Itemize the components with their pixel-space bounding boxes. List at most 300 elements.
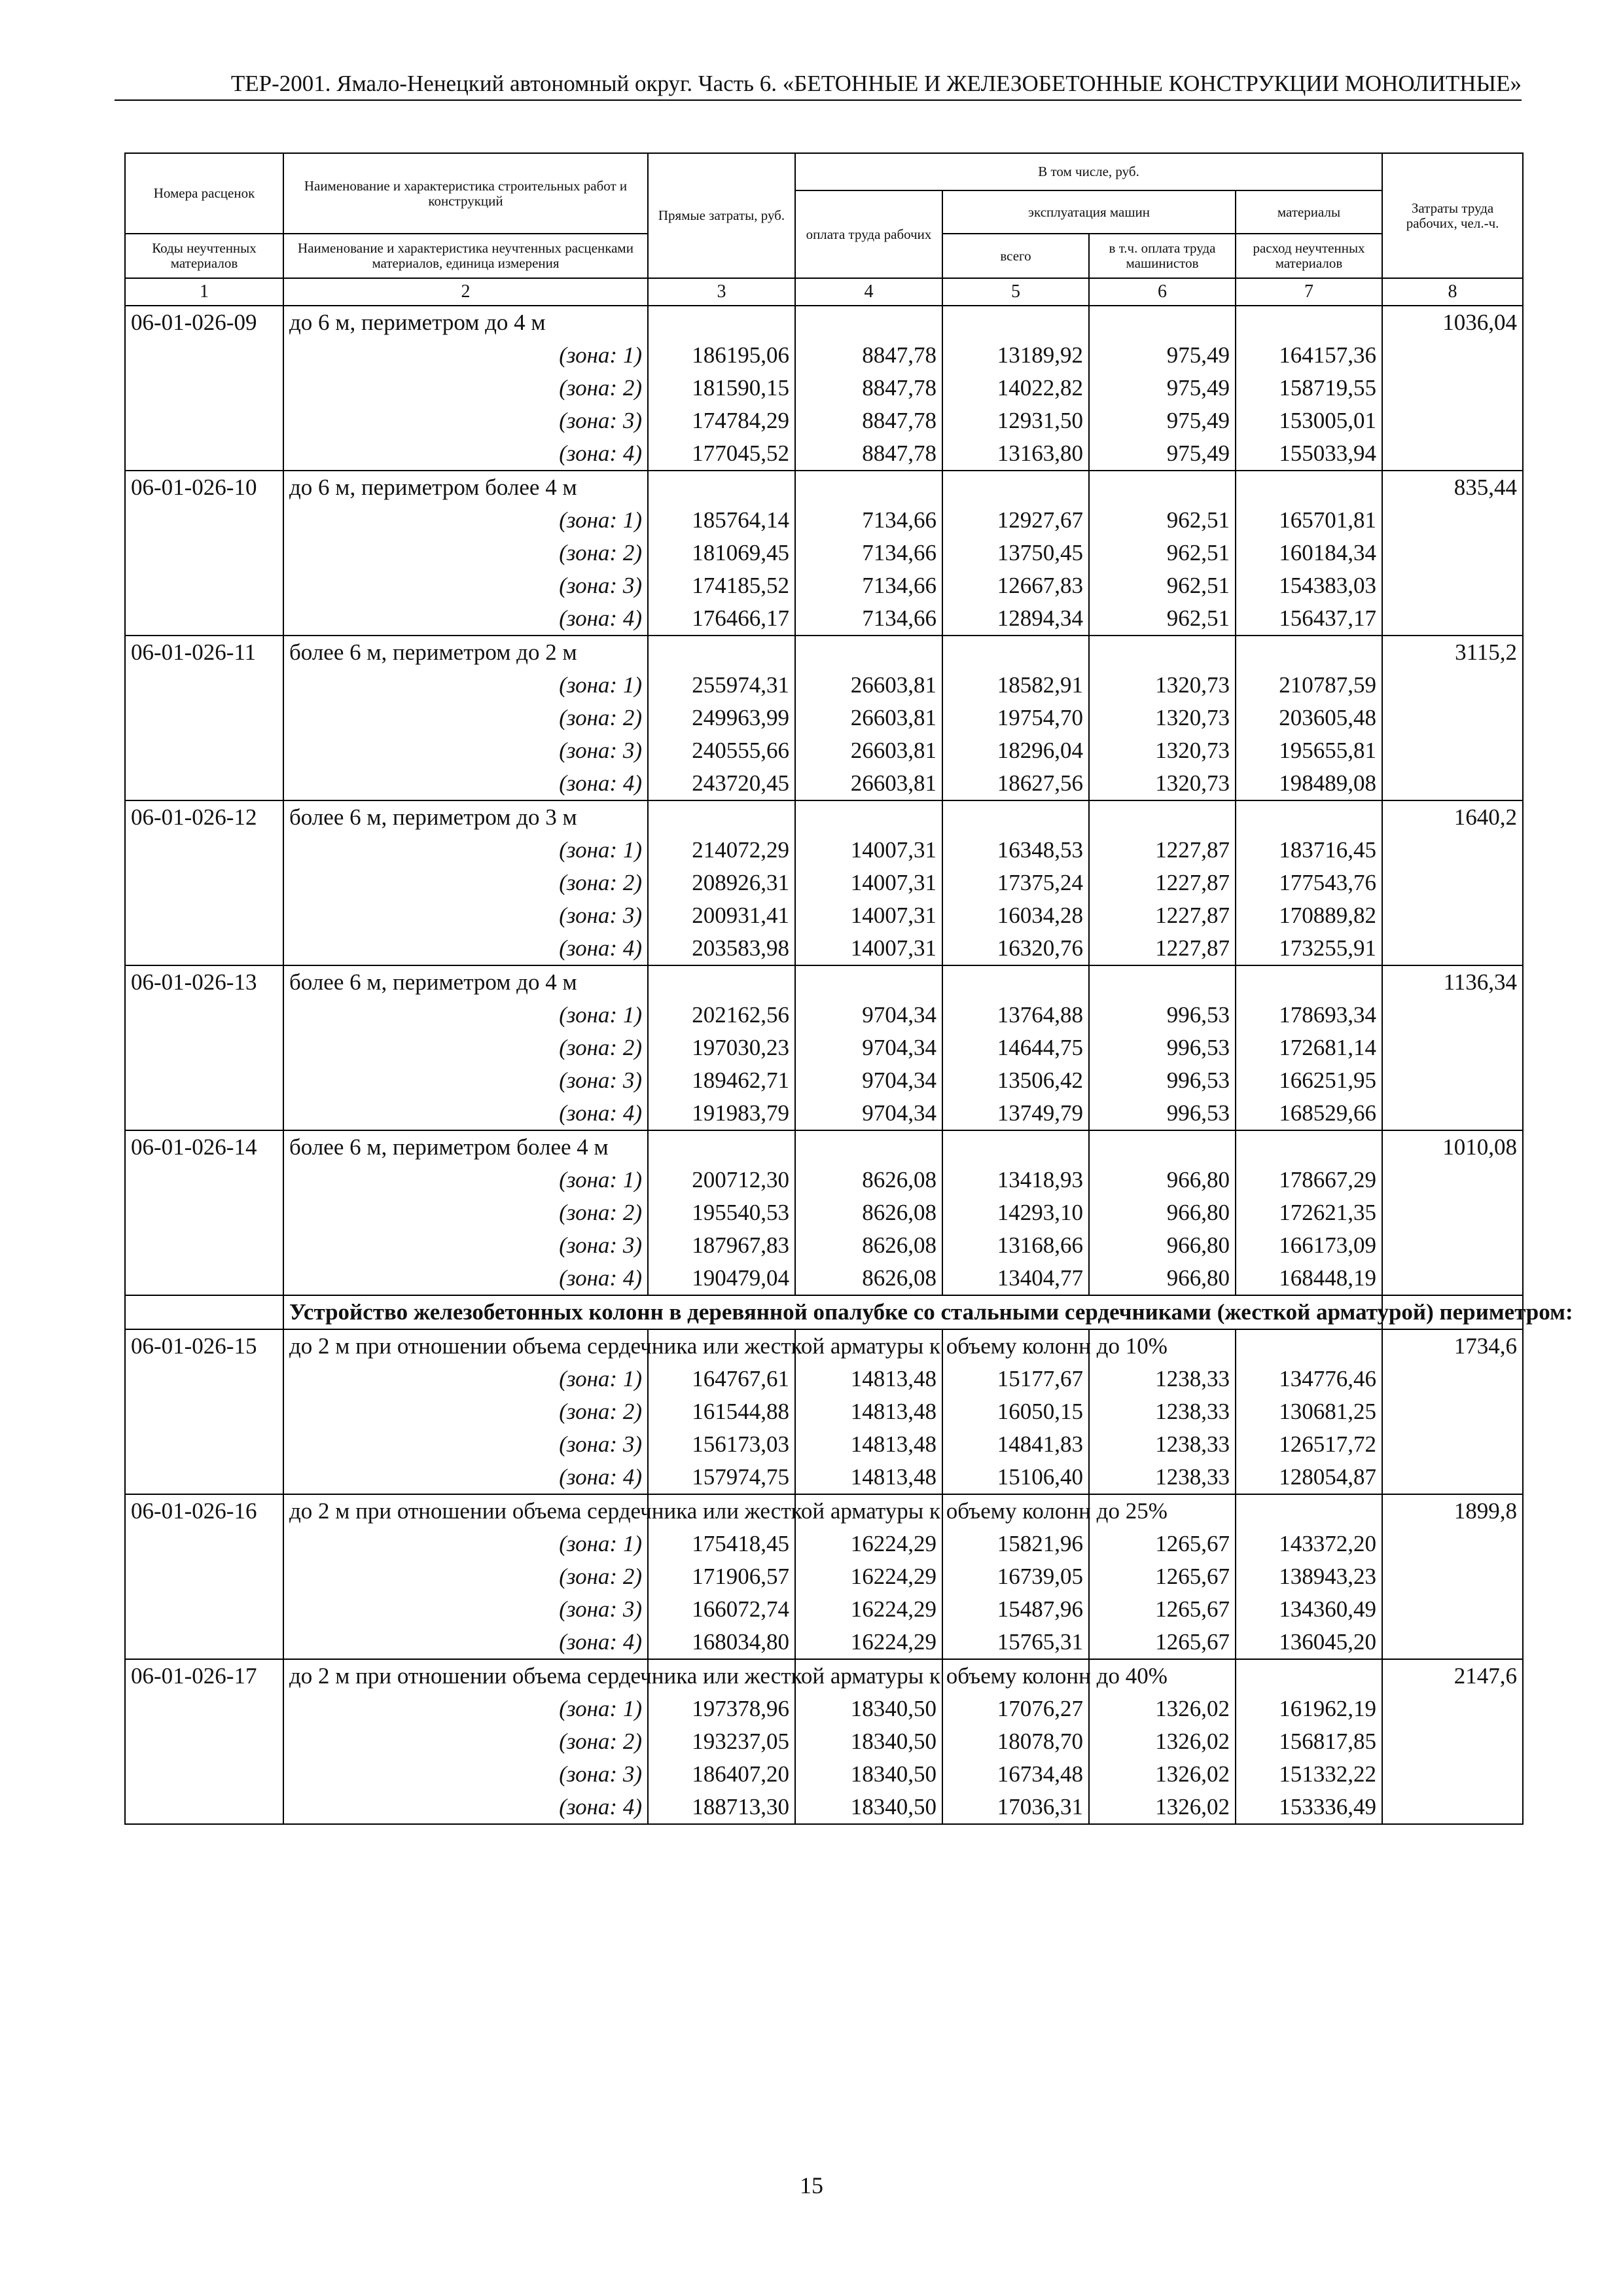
empty-cell	[1382, 1758, 1523, 1791]
page-header: ТЕР-2001. Ямало-Ненецкий автономный округ. Часть 6. «БЕТОННЫЕ И ЖЕЛЕЗОБЕТОННЫЕ КОНСТРУКЦИИ МОНОЛИТНЫЕ»	[115, 71, 1522, 101]
machinists-pay-value: 975,49	[1089, 437, 1236, 471]
machinists-pay-value: 996,53	[1089, 1097, 1236, 1130]
zone-label: (зона: 4)	[283, 932, 648, 965]
zone-row	[125, 834, 1523, 867]
labor-pay-value: 14007,31	[795, 834, 942, 867]
machines-total-value: 13749,79	[942, 1097, 1089, 1130]
machines-total-value: 16348,53	[942, 834, 1089, 867]
column-number: 1	[125, 278, 283, 306]
empty-cell	[795, 306, 942, 339]
machines-total-value: 13750,45	[942, 537, 1089, 569]
empty-cell	[125, 1164, 283, 1196]
zone-row	[125, 899, 1523, 932]
labor-pay-value: 16224,29	[795, 1528, 942, 1560]
labor-pay-value: 9704,34	[795, 1097, 942, 1130]
zone-label: (зона: 1)	[283, 1693, 648, 1725]
direct-costs-value: 200712,30	[648, 1164, 795, 1196]
rate-title-row	[125, 636, 1523, 669]
rate-code: 06-01-026-13	[125, 965, 283, 999]
rate-code: 06-01-026-14	[125, 1130, 283, 1164]
zone-label: (зона: 1)	[283, 1528, 648, 1560]
empty-cell	[1089, 1130, 1236, 1164]
machines-total-value: 13404,77	[942, 1262, 1089, 1295]
machines-total-value: 13189,92	[942, 339, 1089, 372]
empty-cell	[125, 932, 283, 965]
zone-label: (зона: 4)	[283, 1262, 648, 1295]
machinists-pay-value: 1265,67	[1089, 1593, 1236, 1626]
empty-cell	[1382, 1725, 1523, 1758]
empty-cell	[125, 569, 283, 602]
labor-costs-value: 1010,08	[1382, 1130, 1523, 1164]
direct-costs-value: 188713,30	[648, 1791, 795, 1824]
empty-cell	[1382, 1164, 1523, 1196]
labor-pay-value: 9704,34	[795, 999, 942, 1031]
header-material-name: Наименование и характеристика неучтенных расценками материалов, единица измерения	[283, 234, 648, 278]
zone-label: (зона: 1)	[283, 339, 648, 372]
zone-row	[125, 1064, 1523, 1097]
direct-costs-value: 203583,98	[648, 932, 795, 965]
column-number: 7	[1236, 278, 1382, 306]
direct-costs-value: 187967,83	[648, 1229, 795, 1262]
direct-costs-value: 197030,23	[648, 1031, 795, 1064]
machinists-pay-value: 1227,87	[1089, 867, 1236, 899]
empty-cell	[125, 1395, 283, 1428]
header-material-codes: Коды неучтенных материалов	[125, 234, 283, 278]
empty-cell	[125, 1758, 283, 1791]
zone-label: (зона: 2)	[283, 1196, 648, 1229]
machinists-pay-value: 1238,33	[1089, 1428, 1236, 1461]
header-labor-pay: оплата труда рабочих	[795, 190, 942, 278]
zone-row	[125, 1395, 1523, 1428]
direct-costs-value: 249963,99	[648, 702, 795, 734]
header-labor-costs: Затраты труда рабочих, чел.-ч.	[1382, 153, 1523, 278]
rate-code: 06-01-026-11	[125, 636, 283, 669]
empty-cell	[125, 404, 283, 437]
direct-costs-value: 189462,71	[648, 1064, 795, 1097]
empty-cell	[1236, 471, 1382, 504]
zone-label: (зона: 2)	[283, 537, 648, 569]
zone-row	[125, 932, 1523, 965]
machinists-pay-value: 1320,73	[1089, 734, 1236, 767]
direct-costs-value: 197378,96	[648, 1693, 795, 1725]
empty-cell	[1236, 1659, 1382, 1693]
labor-pay-value: 14007,31	[795, 867, 942, 899]
direct-costs-value: 208926,31	[648, 867, 795, 899]
zone-label: (зона: 1)	[283, 1363, 648, 1395]
machinists-pay-value: 996,53	[1089, 999, 1236, 1031]
empty-cell	[125, 1693, 283, 1725]
materials-value: 210787,59	[1236, 669, 1382, 702]
empty-cell	[1382, 569, 1523, 602]
machines-total-value: 16050,15	[942, 1395, 1089, 1428]
labor-pay-value: 8626,08	[795, 1262, 942, 1295]
machinists-pay-value: 962,51	[1089, 537, 1236, 569]
machines-total-value: 13418,93	[942, 1164, 1089, 1196]
rate-title-row	[125, 1329, 1523, 1363]
zone-row	[125, 1196, 1523, 1229]
machinists-pay-value: 1320,73	[1089, 702, 1236, 734]
zone-label: (зона: 1)	[283, 1164, 648, 1196]
direct-costs-value: 175418,45	[648, 1528, 795, 1560]
direct-costs-value: 176466,17	[648, 602, 795, 636]
zone-row	[125, 537, 1523, 569]
rate-title: более 6 м, периметром до 2 м	[283, 636, 648, 669]
machines-total-value: 12931,50	[942, 404, 1089, 437]
column-number: 6	[1089, 278, 1236, 306]
empty-cell	[1236, 1494, 1382, 1528]
header-machinists-pay: в т.ч. оплата труда машинистов	[1089, 234, 1236, 278]
empty-cell	[1382, 1229, 1523, 1262]
rate-title: до 2 м при отношении объема сердечника или жесткой арматуры к объему колонн до 25%	[283, 1494, 648, 1528]
machinists-pay-value: 1227,87	[1089, 932, 1236, 965]
zone-row	[125, 1593, 1523, 1626]
empty-cell	[125, 1461, 283, 1494]
materials-value: 166251,95	[1236, 1064, 1382, 1097]
empty-cell	[648, 1130, 795, 1164]
empty-cell	[1382, 437, 1523, 471]
machinists-pay-value: 1227,87	[1089, 899, 1236, 932]
zone-label: (зона: 3)	[283, 1758, 648, 1791]
zone-row	[125, 867, 1523, 899]
zone-label: (зона: 3)	[283, 734, 648, 767]
machines-total-value: 13168,66	[942, 1229, 1089, 1262]
rate-title-row	[125, 965, 1523, 999]
zone-row	[125, 1693, 1523, 1725]
machinists-pay-value: 1326,02	[1089, 1758, 1236, 1791]
empty-cell	[942, 471, 1089, 504]
zone-label: (зона: 3)	[283, 1064, 648, 1097]
empty-cell	[125, 1363, 283, 1395]
materials-value: 168529,66	[1236, 1097, 1382, 1130]
rate-title-row	[125, 1494, 1523, 1528]
machines-total-value: 17036,31	[942, 1791, 1089, 1824]
empty-cell	[1382, 1097, 1523, 1130]
labor-pay-value: 8626,08	[795, 1164, 942, 1196]
zone-label: (зона: 2)	[283, 702, 648, 734]
empty-cell	[1382, 1363, 1523, 1395]
zone-row	[125, 1031, 1523, 1064]
machinists-pay-value: 966,80	[1089, 1229, 1236, 1262]
materials-value: 154383,03	[1236, 569, 1382, 602]
empty-cell	[1089, 965, 1236, 999]
labor-costs-value: 1036,04	[1382, 306, 1523, 339]
header-materials-expense: расход неучтенных материалов	[1236, 234, 1382, 278]
empty-cell	[125, 999, 283, 1031]
labor-pay-value: 18340,50	[795, 1693, 942, 1725]
machines-total-value: 16739,05	[942, 1560, 1089, 1593]
materials-value: 143372,20	[1236, 1528, 1382, 1560]
machinists-pay-value: 1265,67	[1089, 1528, 1236, 1560]
zone-row	[125, 569, 1523, 602]
rate-title-row	[125, 471, 1523, 504]
empty-cell	[125, 372, 283, 404]
column-number: 4	[795, 278, 942, 306]
machines-total-value: 13163,80	[942, 437, 1089, 471]
zone-row	[125, 437, 1523, 471]
direct-costs-value: 186407,20	[648, 1758, 795, 1791]
zone-label: (зона: 3)	[283, 569, 648, 602]
materials-value: 160184,34	[1236, 537, 1382, 569]
direct-costs-value: 171906,57	[648, 1560, 795, 1593]
empty-cell	[125, 1262, 283, 1295]
zone-label: (зона: 2)	[283, 1395, 648, 1428]
labor-pay-value: 8847,78	[795, 404, 942, 437]
empty-cell	[1382, 669, 1523, 702]
zone-row	[125, 1791, 1523, 1824]
empty-cell	[1382, 1461, 1523, 1494]
empty-cell	[125, 899, 283, 932]
machinists-pay-value: 1238,33	[1089, 1363, 1236, 1395]
section-row	[125, 1295, 1523, 1329]
empty-cell	[942, 306, 1089, 339]
materials-value: 153336,49	[1236, 1791, 1382, 1824]
empty-cell	[125, 1097, 283, 1130]
zone-row	[125, 734, 1523, 767]
empty-cell	[1236, 1130, 1382, 1164]
rate-title-row	[125, 306, 1523, 339]
labor-pay-value: 8626,08	[795, 1196, 942, 1229]
direct-costs-value: 166072,74	[648, 1593, 795, 1626]
machines-total-value: 18296,04	[942, 734, 1089, 767]
machines-total-value: 13506,42	[942, 1064, 1089, 1097]
machines-total-value: 15487,96	[942, 1593, 1089, 1626]
empty-cell	[1236, 636, 1382, 669]
zone-label: (зона: 1)	[283, 834, 648, 867]
empty-cell	[125, 702, 283, 734]
materials-value: 156817,85	[1236, 1725, 1382, 1758]
materials-value: 173255,91	[1236, 932, 1382, 965]
direct-costs-value: 177045,52	[648, 437, 795, 471]
empty-cell	[1382, 767, 1523, 800]
zone-label: (зона: 4)	[283, 602, 648, 636]
direct-costs-value: 190479,04	[648, 1262, 795, 1295]
machines-total-value: 16734,48	[942, 1758, 1089, 1791]
column-numbers-row	[125, 278, 1523, 306]
empty-cell	[1382, 867, 1523, 899]
zone-row	[125, 1097, 1523, 1130]
labor-pay-value: 26603,81	[795, 767, 942, 800]
labor-pay-value: 16224,29	[795, 1593, 942, 1626]
rates-table	[124, 152, 1573, 1825]
zone-label: (зона: 2)	[283, 1560, 648, 1593]
labor-pay-value: 16224,29	[795, 1560, 942, 1593]
direct-costs-value: 157974,75	[648, 1461, 795, 1494]
zone-row	[125, 404, 1523, 437]
machinists-pay-value: 966,80	[1089, 1262, 1236, 1295]
machinists-pay-value: 996,53	[1089, 1031, 1236, 1064]
zone-row	[125, 1262, 1523, 1295]
labor-costs-value: 2147,6	[1382, 1659, 1523, 1693]
empty-cell	[1236, 965, 1382, 999]
materials-value: 183716,45	[1236, 834, 1382, 867]
machinists-pay-value: 1265,67	[1089, 1560, 1236, 1593]
materials-value: 203605,48	[1236, 702, 1382, 734]
header-work-name: Наименование и характеристика строительных работ и конструкций	[283, 153, 648, 234]
rate-title: более 6 м, периметром до 4 м	[283, 965, 648, 999]
machinists-pay-value: 1326,02	[1089, 1693, 1236, 1725]
labor-pay-value: 14813,48	[795, 1461, 942, 1494]
machines-total-value: 14293,10	[942, 1196, 1089, 1229]
machinists-pay-value: 1326,02	[1089, 1725, 1236, 1758]
empty-cell	[1382, 1262, 1523, 1295]
machinists-pay-value: 966,80	[1089, 1196, 1236, 1229]
empty-cell	[942, 1130, 1089, 1164]
zone-label: (зона: 3)	[283, 1428, 648, 1461]
empty-cell	[125, 1428, 283, 1461]
empty-cell	[1382, 1428, 1523, 1461]
zone-label: (зона: 3)	[283, 404, 648, 437]
labor-pay-value: 14007,31	[795, 932, 942, 965]
direct-costs-value: 185764,14	[648, 504, 795, 537]
empty-cell	[125, 1031, 283, 1064]
direct-costs-value: 214072,29	[648, 834, 795, 867]
labor-costs-value: 1734,6	[1382, 1329, 1523, 1363]
empty-cell	[125, 1560, 283, 1593]
column-number: 5	[942, 278, 1089, 306]
zone-row	[125, 1725, 1523, 1758]
direct-costs-value: 243720,45	[648, 767, 795, 800]
labor-pay-value: 26603,81	[795, 734, 942, 767]
machinists-pay-value: 996,53	[1089, 1064, 1236, 1097]
empty-cell	[125, 537, 283, 569]
empty-cell	[1089, 636, 1236, 669]
empty-cell	[648, 306, 795, 339]
zone-row	[125, 999, 1523, 1031]
empty-cell	[1089, 306, 1236, 339]
empty-cell	[1382, 1593, 1523, 1626]
direct-costs-value: 181590,15	[648, 372, 795, 404]
zone-label: (зона: 2)	[283, 1725, 648, 1758]
empty-cell	[125, 1295, 283, 1329]
zone-label: (зона: 2)	[283, 1031, 648, 1064]
zone-row	[125, 1229, 1523, 1262]
machinists-pay-value: 966,80	[1089, 1164, 1236, 1196]
empty-cell	[125, 437, 283, 471]
rate-title: до 2 м при отношении объема сердечника или жесткой арматуры к объему колонн до 10%	[283, 1329, 648, 1363]
machinists-pay-value: 975,49	[1089, 372, 1236, 404]
rate-code: 06-01-026-09	[125, 306, 283, 339]
rate-title: более 6 м, периметром более 4 м	[283, 1130, 648, 1164]
empty-cell	[125, 1064, 283, 1097]
machines-total-value: 16034,28	[942, 899, 1089, 932]
zone-row	[125, 1428, 1523, 1461]
machines-total-value: 13764,88	[942, 999, 1089, 1031]
materials-value: 155033,94	[1236, 437, 1382, 471]
materials-value: 161962,19	[1236, 1693, 1382, 1725]
header-machines: эксплуатация машин	[942, 190, 1236, 234]
materials-value: 165701,81	[1236, 504, 1382, 537]
machines-total-value: 17076,27	[942, 1693, 1089, 1725]
zone-row	[125, 1626, 1523, 1659]
zone-row	[125, 1164, 1523, 1196]
empty-cell	[942, 636, 1089, 669]
rate-title: до 2 м при отношении объема сердечника или жесткой арматуры к объему колонн до 40%	[283, 1659, 648, 1693]
labor-pay-value: 8847,78	[795, 339, 942, 372]
empty-cell	[1236, 1329, 1382, 1363]
machinists-pay-value: 962,51	[1089, 504, 1236, 537]
table-header	[125, 153, 1523, 306]
labor-pay-value: 7134,66	[795, 602, 942, 636]
machines-total-value: 16320,76	[942, 932, 1089, 965]
zone-row	[125, 669, 1523, 702]
rate-code: 06-01-026-17	[125, 1659, 283, 1693]
zone-row	[125, 504, 1523, 537]
empty-cell	[1382, 899, 1523, 932]
zone-label: (зона: 2)	[283, 867, 648, 899]
machinists-pay-value: 1326,02	[1089, 1791, 1236, 1824]
labor-pay-value: 14813,48	[795, 1363, 942, 1395]
zone-row	[125, 1758, 1523, 1791]
empty-cell	[125, 602, 283, 636]
labor-pay-value: 8847,78	[795, 437, 942, 471]
empty-cell	[1382, 1626, 1523, 1659]
materials-value: 178667,29	[1236, 1164, 1382, 1196]
labor-pay-value: 7134,66	[795, 569, 942, 602]
direct-costs-value: 174784,29	[648, 404, 795, 437]
empty-cell	[1382, 1560, 1523, 1593]
zone-label: (зона: 4)	[283, 767, 648, 800]
zone-row	[125, 1560, 1523, 1593]
labor-pay-value: 9704,34	[795, 1064, 942, 1097]
direct-costs-value: 195540,53	[648, 1196, 795, 1229]
empty-cell	[1236, 306, 1382, 339]
rate-code: 06-01-026-12	[125, 800, 283, 834]
empty-cell	[1382, 702, 1523, 734]
machinists-pay-value: 975,49	[1089, 404, 1236, 437]
empty-cell	[648, 636, 795, 669]
materials-value: 136045,20	[1236, 1626, 1382, 1659]
zone-row	[125, 602, 1523, 636]
materials-value: 198489,08	[1236, 767, 1382, 800]
zone-label: (зона: 4)	[283, 437, 648, 471]
empty-cell	[1382, 339, 1523, 372]
empty-cell	[795, 1130, 942, 1164]
zone-row	[125, 1461, 1523, 1494]
materials-value: 134776,46	[1236, 1363, 1382, 1395]
materials-value: 156437,17	[1236, 602, 1382, 636]
labor-costs-value: 1136,34	[1382, 965, 1523, 999]
section-title: Устройство железобетонных колонн в деревянной опалубке со стальными сердечниками (жесткой арматурой) периметром:	[283, 1295, 1382, 1329]
empty-cell	[648, 471, 795, 504]
materials-value: 170889,82	[1236, 899, 1382, 932]
labor-pay-value: 8626,08	[795, 1229, 942, 1262]
machines-total-value: 18627,56	[942, 767, 1089, 800]
header-machines-total: всего	[942, 234, 1089, 278]
labor-costs-value: 1899,8	[1382, 1494, 1523, 1528]
materials-value: 153005,01	[1236, 404, 1382, 437]
labor-pay-value: 26603,81	[795, 669, 942, 702]
empty-cell	[1382, 537, 1523, 569]
labor-pay-value: 9704,34	[795, 1031, 942, 1064]
empty-cell	[1382, 404, 1523, 437]
direct-costs-value: 200931,41	[648, 899, 795, 932]
materials-value: 164157,36	[1236, 339, 1382, 372]
labor-pay-value: 16224,29	[795, 1626, 942, 1659]
labor-pay-value: 7134,66	[795, 504, 942, 537]
machinists-pay-value: 962,51	[1089, 569, 1236, 602]
machinists-pay-value: 962,51	[1089, 602, 1236, 636]
column-number: 3	[648, 278, 795, 306]
zone-label: (зона: 1)	[283, 669, 648, 702]
empty-cell	[648, 800, 795, 834]
direct-costs-value: 255974,31	[648, 669, 795, 702]
zone-label: (зона: 3)	[283, 1229, 648, 1262]
materials-value: 151332,22	[1236, 1758, 1382, 1791]
materials-value: 126517,72	[1236, 1428, 1382, 1461]
zone-row	[125, 1528, 1523, 1560]
rate-title-row	[125, 1659, 1523, 1693]
empty-cell	[125, 504, 283, 537]
